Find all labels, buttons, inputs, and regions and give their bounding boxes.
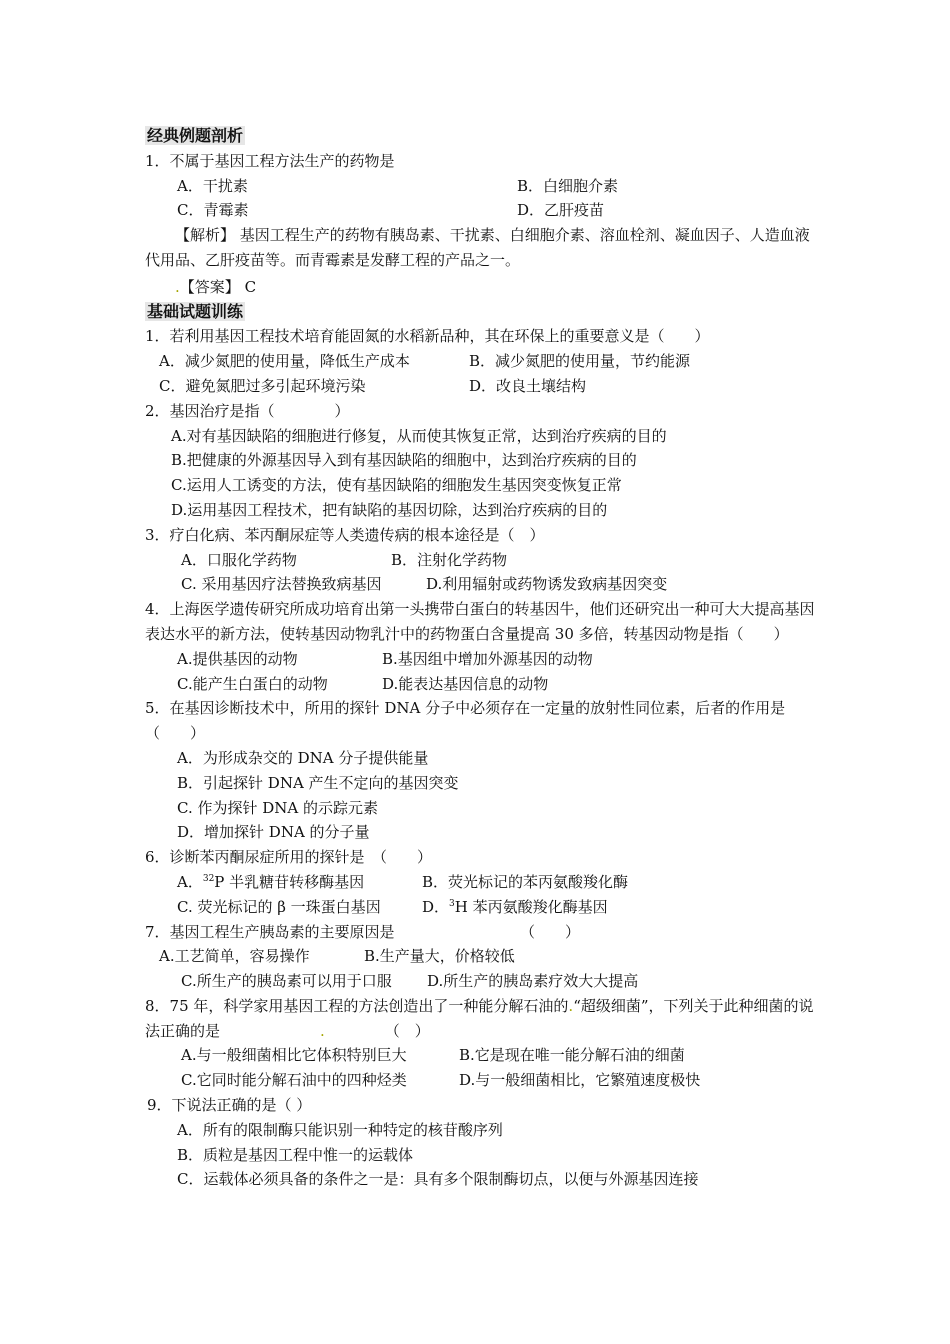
q6-options-row-2 <box>145 895 815 920</box>
q5-stem: 5．在基因诊断技术中，所用的探针 DNA 分子中必须存在一定量的放射性同位素，后者的作用是 （ ） <box>145 699 801 743</box>
q1-option-a: A．减少氮肥的使用量，降低生产成本 <box>159 352 410 371</box>
q6-option-c: C. 荧光标记的 β 一珠蛋白基因 <box>177 897 381 916</box>
q5-option-d: D．增加探针 DNA 的分子量 <box>177 823 370 842</box>
q6-option-a-prefix: A． <box>177 872 203 891</box>
example-answer-label: 【答案】 <box>179 277 240 296</box>
section-heading-examples <box>145 124 815 149</box>
q8-option-d: D.与一般细菌相比，它繁殖速度极快 <box>459 1071 701 1090</box>
marker-dot-2: . <box>568 996 574 1015</box>
q4-options-row-1 <box>145 647 815 672</box>
q8-stem-part1: 8．75 年，科学家用基因工程的方法创造出了一种能分解石油的 <box>145 996 569 1015</box>
example-option-d: D．乙肝疫苗 <box>517 201 605 220</box>
q7-options-row-1 <box>145 944 815 969</box>
q7-answer-paren: （ ） <box>520 922 581 941</box>
example-answer-value: C <box>244 277 257 296</box>
q6-option-a-isotope: 32 <box>202 873 215 884</box>
q8-option-c: C.它同时能分解石油中的四种烃类 <box>181 1071 407 1090</box>
q8-answer-paren: （ ） <box>384 1021 430 1040</box>
example-option-b: B．白细胞介素 <box>517 176 619 195</box>
q6-option-a-text: P 半乳糖苷转移酶基因 <box>214 872 365 891</box>
q7-option-a: A.工艺简单，容易操作 <box>159 947 310 966</box>
q5-option-a: A．为形成杂交的 DNA 分子提供能量 <box>177 748 429 767</box>
q3-option-c: C. 采用基因疗法替换致病基因 <box>181 575 382 594</box>
q1-option-d: D．改良土壤结构 <box>469 376 587 395</box>
q6-option-d-isotope: 3 <box>449 898 455 909</box>
q3-stem: 3．疗白化病、苯丙酮尿症等人类遗传病的根本途径是（ ） <box>145 525 545 544</box>
q9-option-a: A．所有的限制酶只能识别一种特定的核苷酸序列 <box>177 1120 503 1139</box>
q3-options-row-1 <box>145 548 815 573</box>
q2-option-a: A.对有基因缺陷的细胞进行修复，从而使其恢复正常，达到治疗疾病的目的 <box>171 426 667 445</box>
q9-stem: 9．下说法正确的是（ ） <box>147 1096 312 1115</box>
q1-option-c: C．避免氮肥过多引起环境污染 <box>159 376 366 395</box>
q2-option-d: D.运用基因工程技术，把有缺陷的基因切除，达到治疗疾病的目的 <box>171 500 608 519</box>
q2-option-b: B.把健康的外源基因导入到有基因缺陷的细胞中，达到治疗疾病的目的 <box>171 451 637 470</box>
q8-stem <box>145 994 815 1044</box>
q5-option-b: B．引起探针 DNA 产生不定向的基因突变 <box>177 773 459 792</box>
q8-option-a: A.与一般细菌相比它体积特别巨大 <box>181 1046 407 1065</box>
q9-option-b: B．质粒是基因工程中惟一的运载体 <box>177 1145 414 1164</box>
q6-option-a <box>177 870 422 895</box>
q9-option-c: C．运载体必须具备的条件之一是：具有多个限制酶切点，以便与外源基因连接 <box>177 1170 699 1189</box>
q7-option-d: D.所生产的胰岛素疗效大大提高 <box>427 972 639 991</box>
section-heading-training <box>145 300 815 325</box>
q8-options-row-2 <box>145 1068 815 1093</box>
q6-option-d-prefix: D． <box>422 897 450 916</box>
q6-stem: 6．诊断苯丙酮尿症所用的探针是 （ ） <box>145 848 433 867</box>
q3-option-b: B．注射化学药物 <box>391 550 508 569</box>
q7-stem-row <box>145 920 815 945</box>
example-options-row-2 <box>145 198 815 223</box>
q6-option-d-text: H 苯丙氨酸羧化酶基因 <box>454 897 608 916</box>
q8-options-row-1 <box>145 1043 815 1068</box>
example-option-c: C．青霉素 <box>177 201 249 220</box>
document-content <box>145 124 815 1192</box>
q1-option-b: B．减少氮肥的使用量，节约能源 <box>469 352 691 371</box>
q3-options-row-2 <box>145 572 815 597</box>
q4-stem: 4．上海医学遗传研究所成功培育出第一头携带白蛋白的转基因牛，他们还研究出一种可大大提高基因表达水平的新方法，使转基因动物乳汁中的药物蛋白含量提高 30 多倍，转基因动物是指（ ） <box>145 600 815 643</box>
q8-stem-part2: “超级细菌”，下列关于此种细菌的说法正确的是 <box>145 996 814 1040</box>
q4-option-a: A.提供基因的动物 <box>177 649 298 668</box>
example-heading-text: 经典例题剖析 <box>147 126 244 145</box>
q1-options-row-1 <box>145 349 815 374</box>
q4-option-c: C.能产生白蛋白的动物 <box>177 674 328 693</box>
q5-option-c: C. 作为探针 DNA 的示踪元素 <box>177 798 378 817</box>
q7-option-c: C.所生产的胰岛素可以用于口服 <box>181 972 392 991</box>
q3-option-d: D.利用辐射或药物诱发致病基因突变 <box>426 575 668 594</box>
example-option-a: A．干扰素 <box>177 176 248 195</box>
q6-option-b: B．荧光标记的苯丙氨酸羧化酶 <box>422 872 629 891</box>
q7-option-b: B.生产量大，价格较低 <box>364 947 515 966</box>
marker-dot-3: . <box>320 1021 325 1040</box>
example-answer <box>145 275 815 300</box>
q2-option-c: C.运用人工诱变的方法，使有基因缺陷的细胞发生基因突变恢复正常 <box>171 476 622 495</box>
training-heading-text: 基础试题训练 <box>147 301 244 321</box>
example-options-row-1 <box>145 174 815 199</box>
q3-option-a: A．口服化学药物 <box>181 550 297 569</box>
example-question: 1．不属于基因工程方法生产的药物是 <box>145 151 395 170</box>
q4-option-b: B.基因组中增加外源基因的动物 <box>382 649 593 668</box>
q7-options-row-2 <box>145 969 815 994</box>
q7-stem: 7．基因工程生产胰岛素的主要原因是 <box>145 922 395 941</box>
example-analysis: 【解析】 基因工程生产的药物有胰岛素、干扰素、白细胞介素、溶血栓剂、凝血因子、人造血液代用品、乙肝疫苗等。而青霉素是发酵工程的产品之一。 <box>145 226 810 269</box>
q8-option-b: B.它是现在唯一能分解石油的细菌 <box>459 1046 685 1065</box>
q6-options-row-1 <box>145 870 815 895</box>
q4-options-row-2 <box>145 672 815 697</box>
q6-option-d <box>422 895 608 920</box>
q1-stem: 1．若利用基因工程技术培育能固氮的水稻新品种，其在环保上的重要意义是（ ） <box>145 327 710 346</box>
q4-option-d: D.能表达基因信息的动物 <box>382 674 549 693</box>
marker-dot: . <box>175 277 180 296</box>
q2-stem: 2．基因治疗是指（ ） <box>145 401 350 420</box>
q1-options-row-2 <box>145 374 815 399</box>
